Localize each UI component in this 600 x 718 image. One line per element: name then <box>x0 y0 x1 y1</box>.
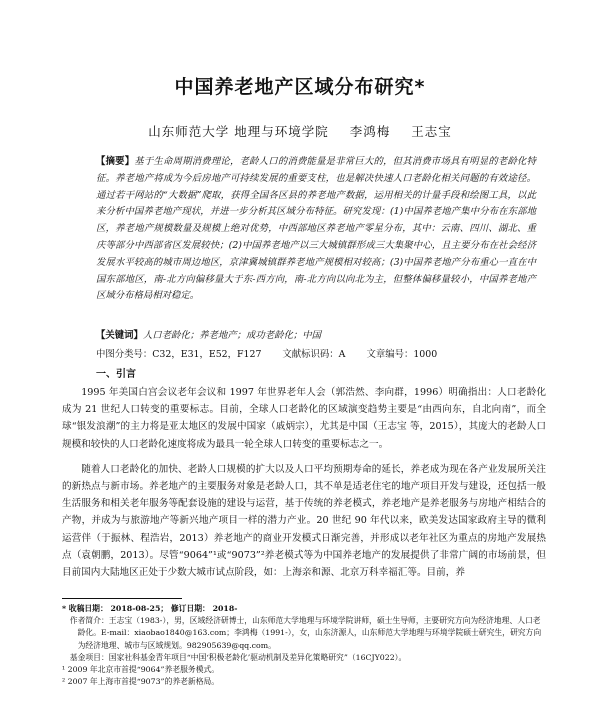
abstract-text: 基于生命周期消费理论，老龄人口的消费能量是非常巨大的，但其消费市场具有明显的老龄化特征。养老地产将成为今后房地产可持续发展的重要支柱，也是解决快速人口老龄化相关问题的有效途径。通过若干网站的“大数据”爬取，获得全国各区县的养老地产数据，运用相关的计量手段和绘图工具，以此来分析中国养老地产现状，并进一步分析其区域分布特征。研究发现：(1)中国养老地产集中分布在东部地区，养老地产规模数量及规模上绝对优势，中西部地区养老地产零星分布，其中：云南、四川、湖北、重庆等部分中西部省区发展较快；(2)中国养老地产以三大城镇群形成三大集聚中心，且主要分布在社会经济发展水平较高的城市周边地区，京津冀城镇群养老地产规模相对较高；(3)中国养老地产分布重心一直在中国东部地区，南-北方向偏移量大于东-西方向，南-北方向以向北为主，但整体偏移量较小，中国养老地产区域分布格局相对稳定。 <box>96 156 536 302</box>
document-code: 文献标识码：A <box>282 349 346 360</box>
author-name: 王志宝 <box>411 124 452 139</box>
author-bio: 作者简介：王志宝（1983-），男，区域经济研博士，山东师范大学地理与环境学院讲师，硕士生导师，主要研究方向为经济地理、人口老龄化。E-mail：xiaobao1840@163.com；李鸿梅（1991-），女，山东济源人，山东师范大学地理与环境学院硕士研究生，研究方向为经济地理、城市与区域规划。982905639@qq.com。 <box>69 616 542 650</box>
footnote-rule <box>62 598 182 599</box>
fund-info: 基金项目：国家社科基金青年项目“中国‘积极老龄化’驱动机制及差异化策略研究”（16CJY022）。 <box>69 652 407 662</box>
footnote: ¹ 2009 年北京市首提“9064”养老服务模式。 <box>62 665 220 675</box>
clc-number: 中图分类号：C32，E31，E52，F127 <box>96 349 262 360</box>
abstract-label: 【摘要】 <box>96 156 135 167</box>
paper-title: 中国养老地产区域分布研究* <box>174 76 426 98</box>
affiliation: 山东师范大学 地理与环境学院 <box>148 124 329 139</box>
paragraph: 随着人口老龄化的加快、老龄人口规模的扩大以及人口平均预期寿命的延长，养老成为现在各产业发展所关注的新热点与新市场。养老地产的主要服务对象是老龄人口，其不单是适老住宅的地产项目开发与建设，还包括一般生活服务和相关老年服务等配套设施的建设与运营，基于传统的养老模式，养老地产是养老服务与房地产相结合的产物，并成为与旅游地产等新兴地产项目一样的潜力产业。20 世纪 90 年代以来，欧美发达国家政府主导的微利运营伴（于振林、程浩岩，2013）养老地产的商业开发模式日渐完善，并形成以老年社区为重点的房地产发展热点（袁朝鹏，2013）。尽管“9064”¹或“9073”²养老模式等为中国养老地产的发展提供了非常广阔的市场前景，但目前国内大陆地区正处于少数大城市试点阶段，如：上海亲和源、北京万科幸福汇等。目前，养 <box>62 463 546 579</box>
section-heading: 一、引言 <box>96 369 136 380</box>
keywords-label: 【关键词】 <box>96 330 143 341</box>
classification-line <box>96 347 536 363</box>
footnotes <box>62 603 546 688</box>
footnote: ² 2007 年上海市首提“9073”的养老新格局。 <box>62 677 220 687</box>
body-text <box>62 384 546 589</box>
keywords-text: 人口老龄化；养老地产；成功老龄化；中国 <box>142 330 322 341</box>
author-name: 李鸿梅 <box>349 124 391 139</box>
received-date: * 收稿日期： 2018-08-25； 修订日期： 2018- <box>62 604 238 613</box>
paragraph: 1995 年美国白宫会议老年会议和 1997 年世界老年人会（郭浩然、李向群，1996）明确指出：人口老龄化成为 21 世纪人口转变的重要标志。目前，全球人口老龄化的区域演变趋势主要是“由西向东，自北向南”，而全球“银发浪潮”的主力将是亚太地区的发展中国家（戚炳宗），尤其是中国（王志宝 等，2015），其庞大的老龄人口规模和较快的人口老龄化速度将成为最具一轮全球人口转变的重要标志之一。 <box>62 387 546 450</box>
keywords <box>96 328 536 344</box>
author-line <box>0 122 600 140</box>
article-number: 文章编号：1000 <box>366 349 438 360</box>
abstract <box>96 154 536 305</box>
